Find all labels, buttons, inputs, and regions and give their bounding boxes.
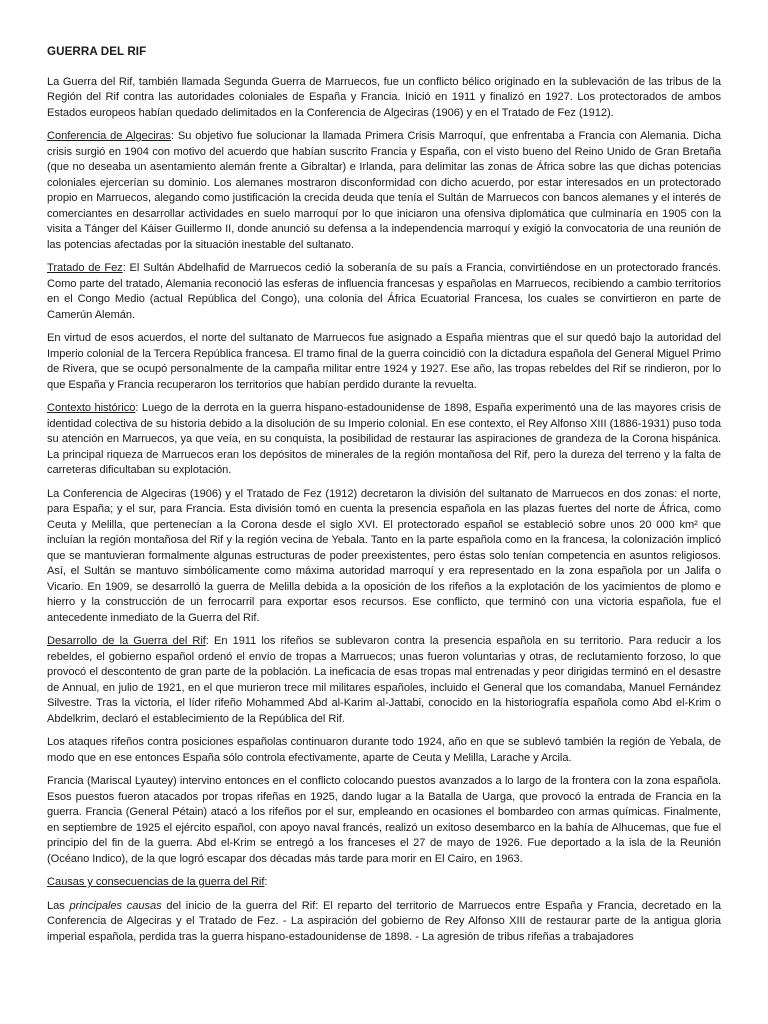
- paragraph-text: : Luego de la derrota en la guerra hispano-estadounidense de 1898, España experimentó una de las mayores crisis de identidad colectiva de su historia debido a la disolución de su Imperio colonial. En ese contexto, el Rey Alfonso XIII (1886-1931) puso toda su atención en Marruecos, ya que veía, en su conquista, la posibilidad de restaurar las aspiraciones de grandeza de la Corona hispánica. La principal riqueza de Marruecos eran los depósitos de minerales de la región montañosa del Rif, pero la dureza del terreno y la falta de carreteras dificultaban su explotación.: [47, 402, 721, 476]
- section-heading: Causas y consecuencias de la guerra del Rif: [47, 876, 265, 888]
- paragraph-prefix: Las: [47, 899, 70, 912]
- paragraph-intro: [47, 75, 721, 122]
- paragraph-text: : En 1911 los rifeños se sublevaron contra la presencia española en su territorio. Para reducir a los rebeldes, el gobierno español ordenó el envío de tropas a Marruecos; unas fueron voluntarias y otras, de reclutamiento forzoso, lo que provocó el descontento de gran parte de la población. La ineficacia de esas tropas mal entrenadas y peor dirigidas terminó en el desastre de Annual, en julio de 1921, en el que murieron trece mil militares españoles, incluido el General que los comandaba, Manuel Fernández Silvestre. Tras la victoria, el líder rifeño Mohammed Abd al-Karim al-Jattabi, conocido en la historiografía española como Abd el-Krim o Abdelkrim, declaró el establecimiento de la República del Rif.: [47, 635, 721, 725]
- paragraph-text: En virtud de esos acuerdos, el norte del sultanato de Marruecos fue asignado a España mientras que el sur quedó bajo la autoridad del Imperio colonial de la Tercera República francesa. El tramo final de la guerra coincidió con la dictadura española del General Miguel Primo de Rivera, que se ocupó personalmente de la campaña militar entre 1924 y 1927. Ese año, las tropas rebeldes del Rif se rindieron, por lo que España y Francia recuperaron los territorios que habían perdido durante la revuelta.: [47, 332, 721, 391]
- paragraph-desarrollo-guerra: [47, 634, 721, 727]
- paragraph-text: : El Sultán Abdelhafid de Marruecos cedió la soberanía de su país a Francia, convirtiéndose en un protectorado francés. Como parte del tratado, Alemania reconoció las esferas de influencia francesas y españolas en Marruecos, recibiendo a cambio territorios en el Congo Medio (actual República del Congo), una colonia del África Ecuatorial Francesa, los cuales se convirtieron en parte de Camerún Alemán.: [47, 262, 721, 321]
- paragraph-text: Francia (Mariscal Lyautey) intervino entonces en el conflicto colocando puestos avanzados a lo largo de la frontera con la zona española. Esos puestos fueron atacados por tropas rifeñas en 1925, dando lugar a la Batalla de Uarga, que provocó la entrada de Francia en la guerra. Francia (General Pétain) atacó a los rifeños por el sur, empleando en ocasiones el bombardeo con armas químicas. Finalmente, en septiembre de 1925 el ejército español, con apoyo naval francés, realizó un exitoso desembarco en la bahía de Alhucemas, que fue el principio del fin de la guerra. Abd el-Krim se entregó a los franceses el 27 de mayo de 1926. Fue deportado a la isla de la Reunión (Océano Indico), de la que logró escapar dos décadas más tarde para morir en El Cairo, en 1963.: [47, 775, 721, 865]
- document-title: GUERRA DEL RIF: [47, 45, 147, 58]
- paragraph-division-sultanato: [47, 487, 721, 627]
- paragraph-text: :: [264, 876, 268, 888]
- paragraph-tratado-fez: [47, 261, 721, 323]
- emphasis-text: principales causas: [69, 899, 162, 912]
- paragraph-text: : Su objetivo fue solucionar la llamada Primera Crisis Marroquí, que enfrentaba a Francia con Alemania. Dicha crisis surgió en 1904 con motivo del acuerdo que habían suscrito Francia y España, con el visto bueno del Reino Unido de Gran Bretaña (que no deseaba un asentamiento alemán frente a Gibraltar) e Irlanda, para delimitar las zonas de África sobre las que dichas potencias coloniales ejercerían su dominio. Los alemanes mostraron disconformidad con dicho acuerdo, por estar interesados en un protectorado propio en Marruecos, alegando como justificación la crecida deuda que tenía el Sultán de Marruecos con bancos alemanes y el interés de comerciantes en desarrollar actividades en suelo marroquí por lo que iniciaron una ofensiva diplomática que culminaría en 1905 con la visita a Tánger del Káiser Guillermo II, donde anunció su defensa a la independencia marroquí y exigió la convocatoria de una reunión de las potencias afectadas por la situación inestable del sultanato.: [47, 130, 721, 251]
- paragraph-contexto-historico: [47, 401, 721, 479]
- section-heading: Desarrollo de la Guerra del Rif: [47, 635, 206, 647]
- document-page: [47, 40, 721, 953]
- section-heading: Conferencia de Algeciras: [47, 130, 171, 142]
- paragraph-causas-heading: [47, 875, 721, 891]
- paragraph-text: La Guerra del Rif, también llamada Segunda Guerra de Marruecos, fue un conflicto bélico originado en la sublevación de las tribus de la Región del Rif contra las autoridades coloniales de España y Francia. Inició en 1911 y finalizó en 1927. Los protectorados de ambos Estados europeos habían quedado delimitados en la Conferencia de Algeciras (1906) y en el Tratado de Fez (1912).: [47, 75, 721, 119]
- section-heading: Contexto histórico: [47, 402, 136, 414]
- paragraph-ataques-rifenos: [47, 735, 721, 766]
- paragraph-conferencia-algeciras: [47, 129, 721, 253]
- paragraph-principales-causas: [47, 899, 721, 946]
- section-heading: Tratado de Fez: [47, 262, 123, 274]
- paragraph-acuerdos: [47, 331, 721, 393]
- paragraph-text: La Conferencia de Algeciras (1906) y el Tratado de Fez (1912) decretaron la división del sultanato de Marruecos en dos zonas: el norte, para España; y el sur, para Francia. Esta división tomó en cuenta la presencia española en las plazas fuertes del norte de África, como Ceuta y Melilla, que pertenecían a la Corona desde el siglo XVI. El protectorado español se estableció sobre unos 20 000 km² que incluían la región montañosa del Rif y la región vecina de Yebala. Tanto en la parte española como en la francesa, la colonización implicó que se mantuvieran formalmente algunas estructuras de poder preexistentes, pero éstas solo tenían competencia en asuntos religiosos. Así, el Sultán se mantuvo simbólicamente como máxima autoridad marroquí y era representado en la zona española por un Jalifa o Vicario. En 1909, se desarrolló la guerra de Melilla debida a la oposición de los rifeños a la explotación de los yacimientos de plomo e hierro y la construcción de un ferrocarril para exportar esos recursos. Ese conflicto, que terminó con una victoria española, fue el antecedente inmediato de la Guerra del Rif.: [47, 487, 721, 624]
- paragraph-text: del inicio de la guerra del Rif: El reparto del territorio de Marruecos entre España y Francia, decretado en la Conferencia de Algeciras y el Tratado de Fez. - La aspiración del gobierno de Rey Alfonso XIII de restaurar parte de la antigua gloria imperial española, perdida tras la guerra hispano-estadounidense de 1898. - La agresión de tribus rifeñas a trabajadores: [47, 899, 721, 943]
- paragraph-text: Los ataques rifeños contra posiciones españolas continuaron durante todo 1924, año en que se sublevó también la región de Yebala, de modo que en ese entonces España sólo controla efectivamente, aparte de Ceuta y Melilla, Larache y Arcila.: [47, 736, 721, 764]
- paragraph-intervencion-francia: [47, 774, 721, 867]
